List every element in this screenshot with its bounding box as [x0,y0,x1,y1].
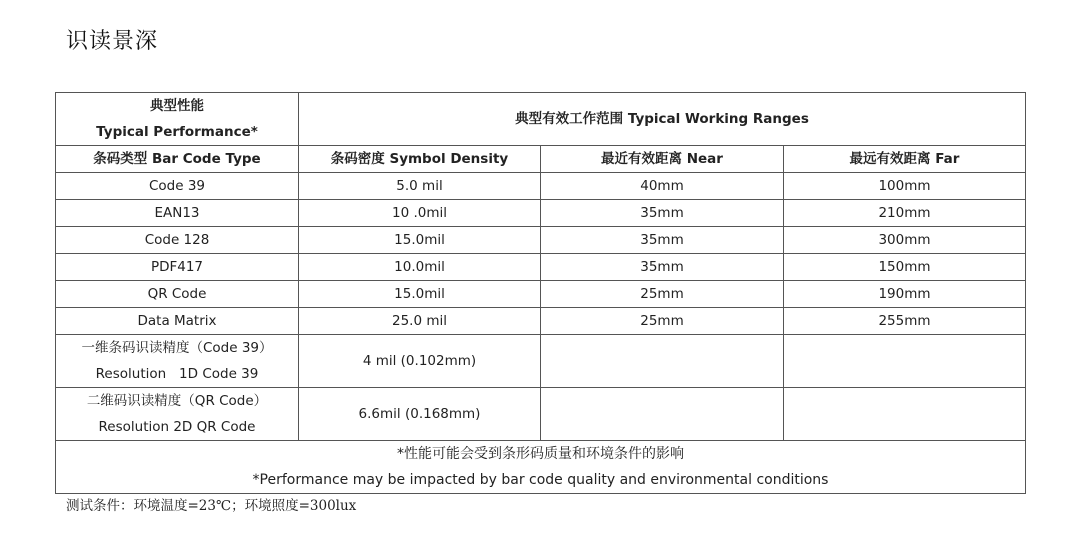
table-row [56,200,1026,227]
header-perf-cn: 典型性能 [150,98,204,114]
test-conditions-note: 测试条件：环境温度=23℃；环境照度=300lux [66,498,357,514]
header-working-ranges: 典型有效工作范围 Typical Working Ranges [299,93,1026,146]
resolution-1d-far-empty [784,335,1026,388]
cell-type: PDF417 [56,254,299,281]
cell-far: 100mm [784,173,1026,200]
resolution-1d-value: 4 mil (0.102mm) [299,335,541,388]
cell-density: 10 .0mil [299,200,541,227]
page-title: 识读景深 [66,29,159,54]
cell-far: 210mm [784,200,1026,227]
header-typical-performance [56,93,299,146]
footnote-cell [56,441,1026,494]
resolution-2d-label-cn: 二维码识读精度（QR Code） [86,393,268,409]
resolution-1d-label-cn: 一维条码识读精度（Code 39） [81,340,273,356]
col-header-bar-code-type: 条码类型 Bar Code Type [56,146,299,173]
cell-type: Code 128 [56,227,299,254]
resolution-1d-label [56,335,299,388]
cell-far: 300mm [784,227,1026,254]
cell-type: Data Matrix [56,308,299,335]
resolution-2d-value: 6.6mil (0.168mm) [299,388,541,441]
resolution-2d-label [56,388,299,441]
cell-far: 190mm [784,281,1026,308]
resolution-2d-far-empty [784,388,1026,441]
footnote-row [56,441,1026,494]
col-header-symbol-density: 条码密度 Symbol Density [299,146,541,173]
cell-density: 10.0mil [299,254,541,281]
table-row [56,308,1026,335]
table-row [56,254,1026,281]
cell-near: 35mm [541,200,784,227]
col-header-far: 最远有效距离 Far [784,146,1026,173]
cell-far: 255mm [784,308,1026,335]
performance-table [55,92,1026,494]
resolution-2d-row [56,388,1026,441]
resolution-1d-label-en: Resolution 1D Code 39 [95,366,259,382]
cell-far: 150mm [784,254,1026,281]
footnote-cn: *性能可能会受到条形码质量和环境条件的影响 [397,446,684,462]
cell-density: 15.0mil [299,227,541,254]
cell-density: 25.0 mil [299,308,541,335]
cell-near: 25mm [541,281,784,308]
cell-near: 35mm [541,254,784,281]
cell-density: 15.0mil [299,281,541,308]
resolution-1d-row [56,335,1026,388]
table-row [56,227,1026,254]
resolution-1d-near-empty [541,335,784,388]
cell-near: 25mm [541,308,784,335]
cell-type: Code 39 [56,173,299,200]
table-row [56,173,1026,200]
table-header-row [56,93,1026,146]
cell-density: 5.0 mil [299,173,541,200]
col-header-near: 最近有效距离 Near [541,146,784,173]
cell-type: EAN13 [56,200,299,227]
cell-near: 35mm [541,227,784,254]
header-perf-en: Typical Performance* [96,124,258,140]
table-row [56,281,1026,308]
resolution-2d-near-empty [541,388,784,441]
column-header-row [56,146,1026,173]
footnote-en: *Performance may be impacted by bar code quality and environmental conditions [252,472,829,488]
cell-type: QR Code [56,281,299,308]
resolution-2d-label-en: Resolution 2D QR Code [98,419,256,435]
cell-near: 40mm [541,173,784,200]
